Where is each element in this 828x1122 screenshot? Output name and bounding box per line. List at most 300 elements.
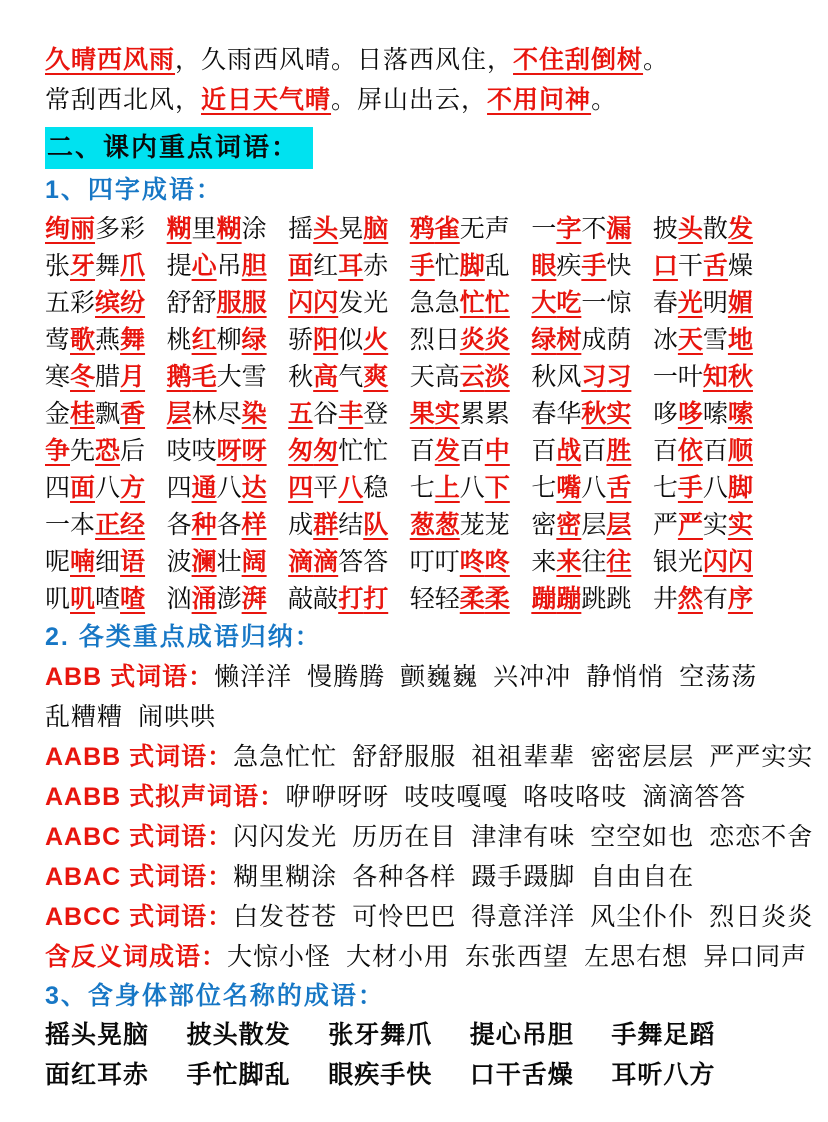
character: 气 bbox=[338, 363, 364, 391]
character: 光 bbox=[363, 289, 389, 317]
character: 忙 bbox=[363, 437, 389, 465]
character: 发 bbox=[338, 289, 364, 317]
key-character: 经 bbox=[120, 511, 146, 539]
category-words bbox=[214, 663, 772, 691]
character: 明 bbox=[702, 289, 728, 317]
character: 吊 bbox=[216, 252, 242, 280]
key-character: 实 bbox=[727, 511, 753, 539]
key-character: 面 bbox=[288, 252, 314, 280]
key-character: 澜 bbox=[191, 548, 217, 576]
key-character: 耳 bbox=[338, 252, 364, 280]
character: 光 bbox=[677, 548, 703, 576]
body-part-idiom: 手舞足蹈 bbox=[611, 1021, 716, 1049]
character: 舞 bbox=[95, 252, 121, 280]
idiom-grid-row bbox=[45, 581, 753, 618]
idiom bbox=[288, 396, 388, 433]
proverb-line bbox=[45, 40, 753, 80]
key-character: 闪 bbox=[288, 289, 314, 317]
character: 百 bbox=[531, 437, 557, 465]
weather-proverb-lines bbox=[45, 40, 753, 120]
character: 哆 bbox=[652, 400, 678, 428]
idiom bbox=[410, 433, 510, 470]
character: 稳 bbox=[363, 474, 389, 502]
idiom bbox=[653, 433, 753, 470]
key-character: 依 bbox=[677, 437, 703, 465]
category-word: 密密层层 bbox=[590, 743, 695, 771]
idiom bbox=[653, 581, 753, 618]
idiom bbox=[531, 544, 631, 581]
idiom-grid-row bbox=[45, 544, 753, 581]
category-word: 急急忙忙 bbox=[233, 743, 338, 771]
character: 燕 bbox=[95, 326, 121, 354]
key-character: 月 bbox=[120, 363, 146, 391]
idiom bbox=[288, 433, 388, 470]
character: 百 bbox=[652, 437, 678, 465]
character: 飘 bbox=[95, 400, 121, 428]
category-word: 闹哄哄 bbox=[138, 703, 217, 731]
key-character: 习 bbox=[606, 363, 632, 391]
character: 七 bbox=[409, 474, 435, 502]
idiom bbox=[531, 507, 631, 544]
character: 跳 bbox=[606, 585, 632, 613]
idiom bbox=[410, 285, 510, 322]
category-word: 舒舒服服 bbox=[352, 743, 457, 771]
category-word: 静悄悄 bbox=[586, 663, 665, 691]
character: 平 bbox=[313, 474, 339, 502]
key-character: 序 bbox=[727, 585, 753, 613]
key-character: 样 bbox=[241, 511, 267, 539]
key-character: 蹦 bbox=[556, 585, 582, 613]
character: 汹 bbox=[166, 585, 192, 613]
key-character: 来 bbox=[556, 548, 582, 576]
key-character: 发 bbox=[434, 437, 460, 465]
body-part-idiom: 提心吊胆 bbox=[469, 1021, 574, 1049]
key-character: 下 bbox=[484, 474, 510, 502]
category-word: 得意洋洋 bbox=[471, 903, 576, 931]
character: 干 bbox=[677, 252, 703, 280]
character: 柳 bbox=[216, 326, 242, 354]
character: 成 bbox=[581, 326, 607, 354]
character: 百 bbox=[459, 437, 485, 465]
category-word: 左思右想 bbox=[584, 943, 689, 971]
idiom-category-line bbox=[45, 897, 814, 937]
category-word: 自由自在 bbox=[590, 863, 695, 891]
idiom bbox=[653, 322, 753, 359]
category-word: 吱吱嘎嘎 bbox=[404, 783, 509, 811]
answer-phrase: 不住刮倒树 bbox=[513, 46, 644, 74]
character: 散 bbox=[702, 215, 728, 243]
category-word: 风尘仆仆 bbox=[590, 903, 695, 931]
idiom bbox=[167, 544, 267, 581]
key-character: 毛 bbox=[191, 363, 217, 391]
character: 八 bbox=[702, 474, 728, 502]
category-word: 慢腾腾 bbox=[307, 663, 386, 691]
idiom bbox=[531, 581, 631, 618]
category-word: 懒洋洋 bbox=[214, 663, 293, 691]
key-character: 果 bbox=[409, 400, 435, 428]
idiom-category-list bbox=[45, 657, 814, 977]
key-character: 眼 bbox=[531, 252, 557, 280]
category-words bbox=[233, 823, 828, 851]
key-character: 战 bbox=[556, 437, 582, 465]
character: 后 bbox=[120, 437, 146, 465]
character: 腊 bbox=[95, 363, 121, 391]
category-label: AABB 式词语： bbox=[45, 743, 234, 771]
idiom bbox=[653, 544, 753, 581]
character: 八 bbox=[459, 474, 485, 502]
key-character: 脑 bbox=[363, 215, 389, 243]
character: 忙 bbox=[434, 252, 460, 280]
subsection3-header: 3、含身体部位名称的成语： bbox=[45, 982, 385, 1010]
proverb-text: 。屏山出云， bbox=[331, 86, 488, 114]
body-part-idiom: 手忙脚乱 bbox=[186, 1061, 291, 1089]
character: 摇 bbox=[288, 215, 314, 243]
character: 大 bbox=[216, 363, 242, 391]
key-character: 阳 bbox=[313, 326, 339, 354]
character: 七 bbox=[531, 474, 557, 502]
character: 提 bbox=[166, 252, 192, 280]
key-character: 胆 bbox=[241, 252, 267, 280]
character: 忙 bbox=[338, 437, 364, 465]
idiom bbox=[531, 285, 631, 322]
body-part-idiom: 口干舌燥 bbox=[469, 1061, 574, 1089]
character: 实 bbox=[702, 511, 728, 539]
category-label: ABAC 式词语： bbox=[45, 863, 234, 891]
idiom bbox=[288, 285, 388, 322]
key-character: 达 bbox=[241, 474, 267, 502]
key-character: 鹅 bbox=[166, 363, 192, 391]
character: 成 bbox=[288, 511, 314, 539]
idiom bbox=[531, 433, 631, 470]
key-character: 服 bbox=[241, 289, 267, 317]
idiom bbox=[531, 359, 631, 396]
category-word: 可怜巴巴 bbox=[352, 903, 457, 931]
character: 答 bbox=[363, 548, 389, 576]
key-character: 喃 bbox=[70, 548, 96, 576]
character: 波 bbox=[166, 548, 192, 576]
key-character: 柔 bbox=[484, 585, 510, 613]
character: 声 bbox=[484, 215, 510, 243]
idiom bbox=[288, 211, 388, 248]
category-word: 东张西望 bbox=[465, 943, 570, 971]
character: 烈 bbox=[409, 326, 435, 354]
category-word: 蹑手蹑脚 bbox=[471, 863, 576, 891]
category-word: 严严实实 bbox=[709, 743, 814, 771]
character: 红 bbox=[313, 252, 339, 280]
idiom bbox=[167, 248, 267, 285]
idiom bbox=[45, 507, 145, 544]
answer-phrase: 近日天气晴 bbox=[201, 86, 332, 114]
character: 莺 bbox=[45, 326, 71, 354]
character: 雪 bbox=[241, 363, 267, 391]
idiom-grid-row bbox=[45, 507, 753, 544]
character: 一 bbox=[581, 289, 607, 317]
key-character: 五 bbox=[288, 400, 314, 428]
key-character: 四 bbox=[288, 474, 314, 502]
idiom bbox=[45, 433, 145, 470]
key-character: 爪 bbox=[120, 252, 146, 280]
key-character: 顺 bbox=[727, 437, 753, 465]
key-character: 绚 bbox=[45, 215, 71, 243]
character: 燥 bbox=[727, 252, 753, 280]
proverb-text: ，久雨西风晴。日落西风住， bbox=[175, 46, 514, 74]
key-character: 脚 bbox=[727, 474, 753, 502]
category-word: 兴冲冲 bbox=[493, 663, 572, 691]
idiom bbox=[531, 248, 631, 285]
category-word: 咿咿呀呀 bbox=[285, 783, 390, 811]
idiom bbox=[653, 396, 753, 433]
idiom-grid-row bbox=[45, 211, 753, 248]
character: 桃 bbox=[166, 326, 192, 354]
body-part-idiom: 眼疾手快 bbox=[328, 1061, 433, 1089]
key-character: 方 bbox=[120, 474, 146, 502]
key-character: 纷 bbox=[120, 289, 146, 317]
key-character: 柔 bbox=[459, 585, 485, 613]
category-word: 闪闪发光 bbox=[233, 823, 338, 851]
category-label: ABB 式词语： bbox=[45, 663, 215, 691]
key-character: 实 bbox=[606, 400, 632, 428]
character: 密 bbox=[531, 511, 557, 539]
character: 快 bbox=[606, 252, 632, 280]
key-character: 丽 bbox=[70, 215, 96, 243]
character: 彩 bbox=[120, 215, 146, 243]
category-label: 含反义词成语： bbox=[45, 943, 228, 971]
category-word: 糊里糊涂 bbox=[233, 863, 338, 891]
character: 日 bbox=[434, 326, 460, 354]
key-character: 歌 bbox=[70, 326, 96, 354]
body-part-idiom: 面红耳赤 bbox=[45, 1061, 150, 1089]
key-character: 葱 bbox=[434, 511, 460, 539]
category-words bbox=[233, 863, 709, 891]
key-character: 吃 bbox=[556, 289, 582, 317]
key-character: 嗦 bbox=[727, 400, 753, 428]
key-character: 习 bbox=[581, 363, 607, 391]
character: 披 bbox=[652, 215, 678, 243]
character: 叮 bbox=[434, 548, 460, 576]
character: 天 bbox=[409, 363, 435, 391]
idiom bbox=[653, 211, 753, 248]
proverb-text: 常刮西北风， bbox=[45, 86, 202, 114]
key-character: 忙 bbox=[484, 289, 510, 317]
answer-phrase: 不用问神 bbox=[487, 86, 592, 114]
category-word: 烈日炎炎 bbox=[709, 903, 814, 931]
idiom bbox=[410, 470, 510, 507]
character: 累 bbox=[484, 400, 510, 428]
category-word: 颤巍巍 bbox=[400, 663, 479, 691]
idiom bbox=[167, 285, 267, 322]
key-character: 严 bbox=[677, 511, 703, 539]
idiom-grid-row bbox=[45, 396, 753, 433]
body-part-idiom: 耳听八方 bbox=[611, 1061, 716, 1089]
idiom bbox=[288, 470, 388, 507]
character: 各 bbox=[166, 511, 192, 539]
key-character: 火 bbox=[363, 326, 389, 354]
character: 林 bbox=[191, 400, 217, 428]
character: 寒 bbox=[45, 363, 71, 391]
character: 乱 bbox=[484, 252, 510, 280]
character: 五 bbox=[45, 289, 71, 317]
key-character: 叽 bbox=[70, 585, 96, 613]
key-character: 闪 bbox=[727, 548, 753, 576]
body-part-idiom: 摇头晃脑 bbox=[45, 1021, 150, 1049]
idiom bbox=[167, 470, 267, 507]
key-character: 缤 bbox=[95, 289, 121, 317]
key-character: 头 bbox=[677, 215, 703, 243]
key-character: 打 bbox=[363, 585, 389, 613]
idiom bbox=[531, 396, 631, 433]
category-word: 祖祖辈辈 bbox=[471, 743, 576, 771]
key-character: 咚 bbox=[459, 548, 485, 576]
idiom-category-line bbox=[45, 937, 808, 977]
character: 似 bbox=[338, 326, 364, 354]
character: 高 bbox=[434, 363, 460, 391]
key-character: 匆 bbox=[313, 437, 339, 465]
body-part-idiom: 披头散发 bbox=[186, 1021, 291, 1049]
character: 七 bbox=[652, 474, 678, 502]
key-character: 舌 bbox=[606, 474, 632, 502]
character: 细 bbox=[95, 548, 121, 576]
category-word: 咯吱咯吱 bbox=[523, 783, 628, 811]
key-character: 争 bbox=[45, 437, 71, 465]
key-character: 发 bbox=[727, 215, 753, 243]
character: 百 bbox=[702, 437, 728, 465]
character: 本 bbox=[70, 511, 96, 539]
key-character: 绿 bbox=[241, 326, 267, 354]
key-character: 舌 bbox=[702, 252, 728, 280]
idiom bbox=[288, 248, 388, 285]
idiom-grid-row bbox=[45, 322, 753, 359]
body-part-idiom-row bbox=[45, 1055, 753, 1095]
key-character: 绿 bbox=[531, 326, 557, 354]
subsection2-header: 2. 各类重点成语归纳： bbox=[45, 623, 322, 651]
category-words bbox=[45, 703, 231, 731]
idiom bbox=[45, 470, 145, 507]
idiom bbox=[167, 507, 267, 544]
category-word: 白发苍苍 bbox=[233, 903, 338, 931]
subsection1-header: 1、四字成语： bbox=[45, 176, 223, 204]
key-character: 嘴 bbox=[556, 474, 582, 502]
idiom-category-line bbox=[45, 737, 814, 777]
character: 轻 bbox=[434, 585, 460, 613]
key-character: 染 bbox=[241, 400, 267, 428]
category-word: 空荡荡 bbox=[679, 663, 758, 691]
category-words bbox=[285, 783, 761, 811]
idiom bbox=[288, 322, 388, 359]
idiom bbox=[288, 544, 388, 581]
character: 春 bbox=[652, 289, 678, 317]
character: 八 bbox=[216, 474, 242, 502]
category-word: 大材小用 bbox=[346, 943, 451, 971]
idiom-grid-row bbox=[45, 359, 753, 396]
character: 百 bbox=[409, 437, 435, 465]
idiom bbox=[167, 322, 267, 359]
idiom bbox=[653, 248, 753, 285]
character: 一 bbox=[45, 511, 71, 539]
key-character: 上 bbox=[434, 474, 460, 502]
category-word: 各种各样 bbox=[352, 863, 457, 891]
proverb-text: 。 bbox=[643, 46, 670, 74]
key-character: 打 bbox=[338, 585, 364, 613]
key-character: 大 bbox=[531, 289, 557, 317]
key-character: 葱 bbox=[409, 511, 435, 539]
category-word: 津津有味 bbox=[471, 823, 576, 851]
character: 嗦 bbox=[702, 400, 728, 428]
idiom bbox=[410, 581, 510, 618]
character: 无 bbox=[459, 215, 485, 243]
key-character: 服 bbox=[216, 289, 242, 317]
idiom bbox=[410, 248, 510, 285]
character: 银 bbox=[652, 548, 678, 576]
character: 吱 bbox=[166, 437, 192, 465]
key-character: 语 bbox=[120, 548, 146, 576]
answer-phrase: 久晴西风雨 bbox=[45, 46, 176, 74]
character: 八 bbox=[581, 474, 607, 502]
key-character: 心 bbox=[191, 252, 217, 280]
idiom bbox=[45, 322, 145, 359]
character: 多 bbox=[95, 215, 121, 243]
idiom bbox=[288, 581, 388, 618]
key-character: 地 bbox=[727, 326, 753, 354]
body-part-idiom-row bbox=[45, 1015, 753, 1055]
key-character: 天 bbox=[677, 326, 703, 354]
category-label: ABCC 式词语： bbox=[45, 903, 234, 931]
idiom bbox=[410, 359, 510, 396]
character: 秋 bbox=[531, 363, 557, 391]
key-character: 面 bbox=[70, 474, 96, 502]
character: 晃 bbox=[338, 215, 364, 243]
character: 骄 bbox=[288, 326, 314, 354]
character: 谷 bbox=[313, 400, 339, 428]
character: 八 bbox=[95, 474, 121, 502]
character: 舒 bbox=[191, 289, 217, 317]
idiom bbox=[45, 211, 145, 248]
character: 里 bbox=[191, 215, 217, 243]
idiom-grid-row bbox=[45, 248, 753, 285]
character: 秋 bbox=[288, 363, 314, 391]
idiom bbox=[45, 359, 145, 396]
idiom-category-line bbox=[45, 657, 758, 697]
character: 春 bbox=[531, 400, 557, 428]
idiom bbox=[45, 285, 145, 322]
character: 先 bbox=[70, 437, 96, 465]
idiom bbox=[653, 285, 753, 322]
idiom bbox=[410, 322, 510, 359]
idiom bbox=[45, 581, 145, 618]
character: 叽 bbox=[45, 585, 71, 613]
character: 彩 bbox=[70, 289, 96, 317]
character: 喳 bbox=[95, 585, 121, 613]
key-character: 涌 bbox=[191, 585, 217, 613]
key-character: 冬 bbox=[70, 363, 96, 391]
category-word: 历历在目 bbox=[352, 823, 457, 851]
idiom bbox=[410, 396, 510, 433]
key-character: 雀 bbox=[434, 215, 460, 243]
character: 四 bbox=[166, 474, 192, 502]
idiom bbox=[410, 211, 510, 248]
key-character: 牙 bbox=[70, 252, 96, 280]
key-character: 胜 bbox=[606, 437, 632, 465]
character: 往 bbox=[581, 548, 607, 576]
character: 张 bbox=[45, 252, 71, 280]
character: 茏 bbox=[459, 511, 485, 539]
key-character: 爽 bbox=[363, 363, 389, 391]
character: 敲 bbox=[288, 585, 314, 613]
key-character: 树 bbox=[556, 326, 582, 354]
key-character: 然 bbox=[677, 585, 703, 613]
character: 急 bbox=[409, 289, 435, 317]
character: 呢 bbox=[45, 548, 71, 576]
character: 答 bbox=[338, 548, 364, 576]
